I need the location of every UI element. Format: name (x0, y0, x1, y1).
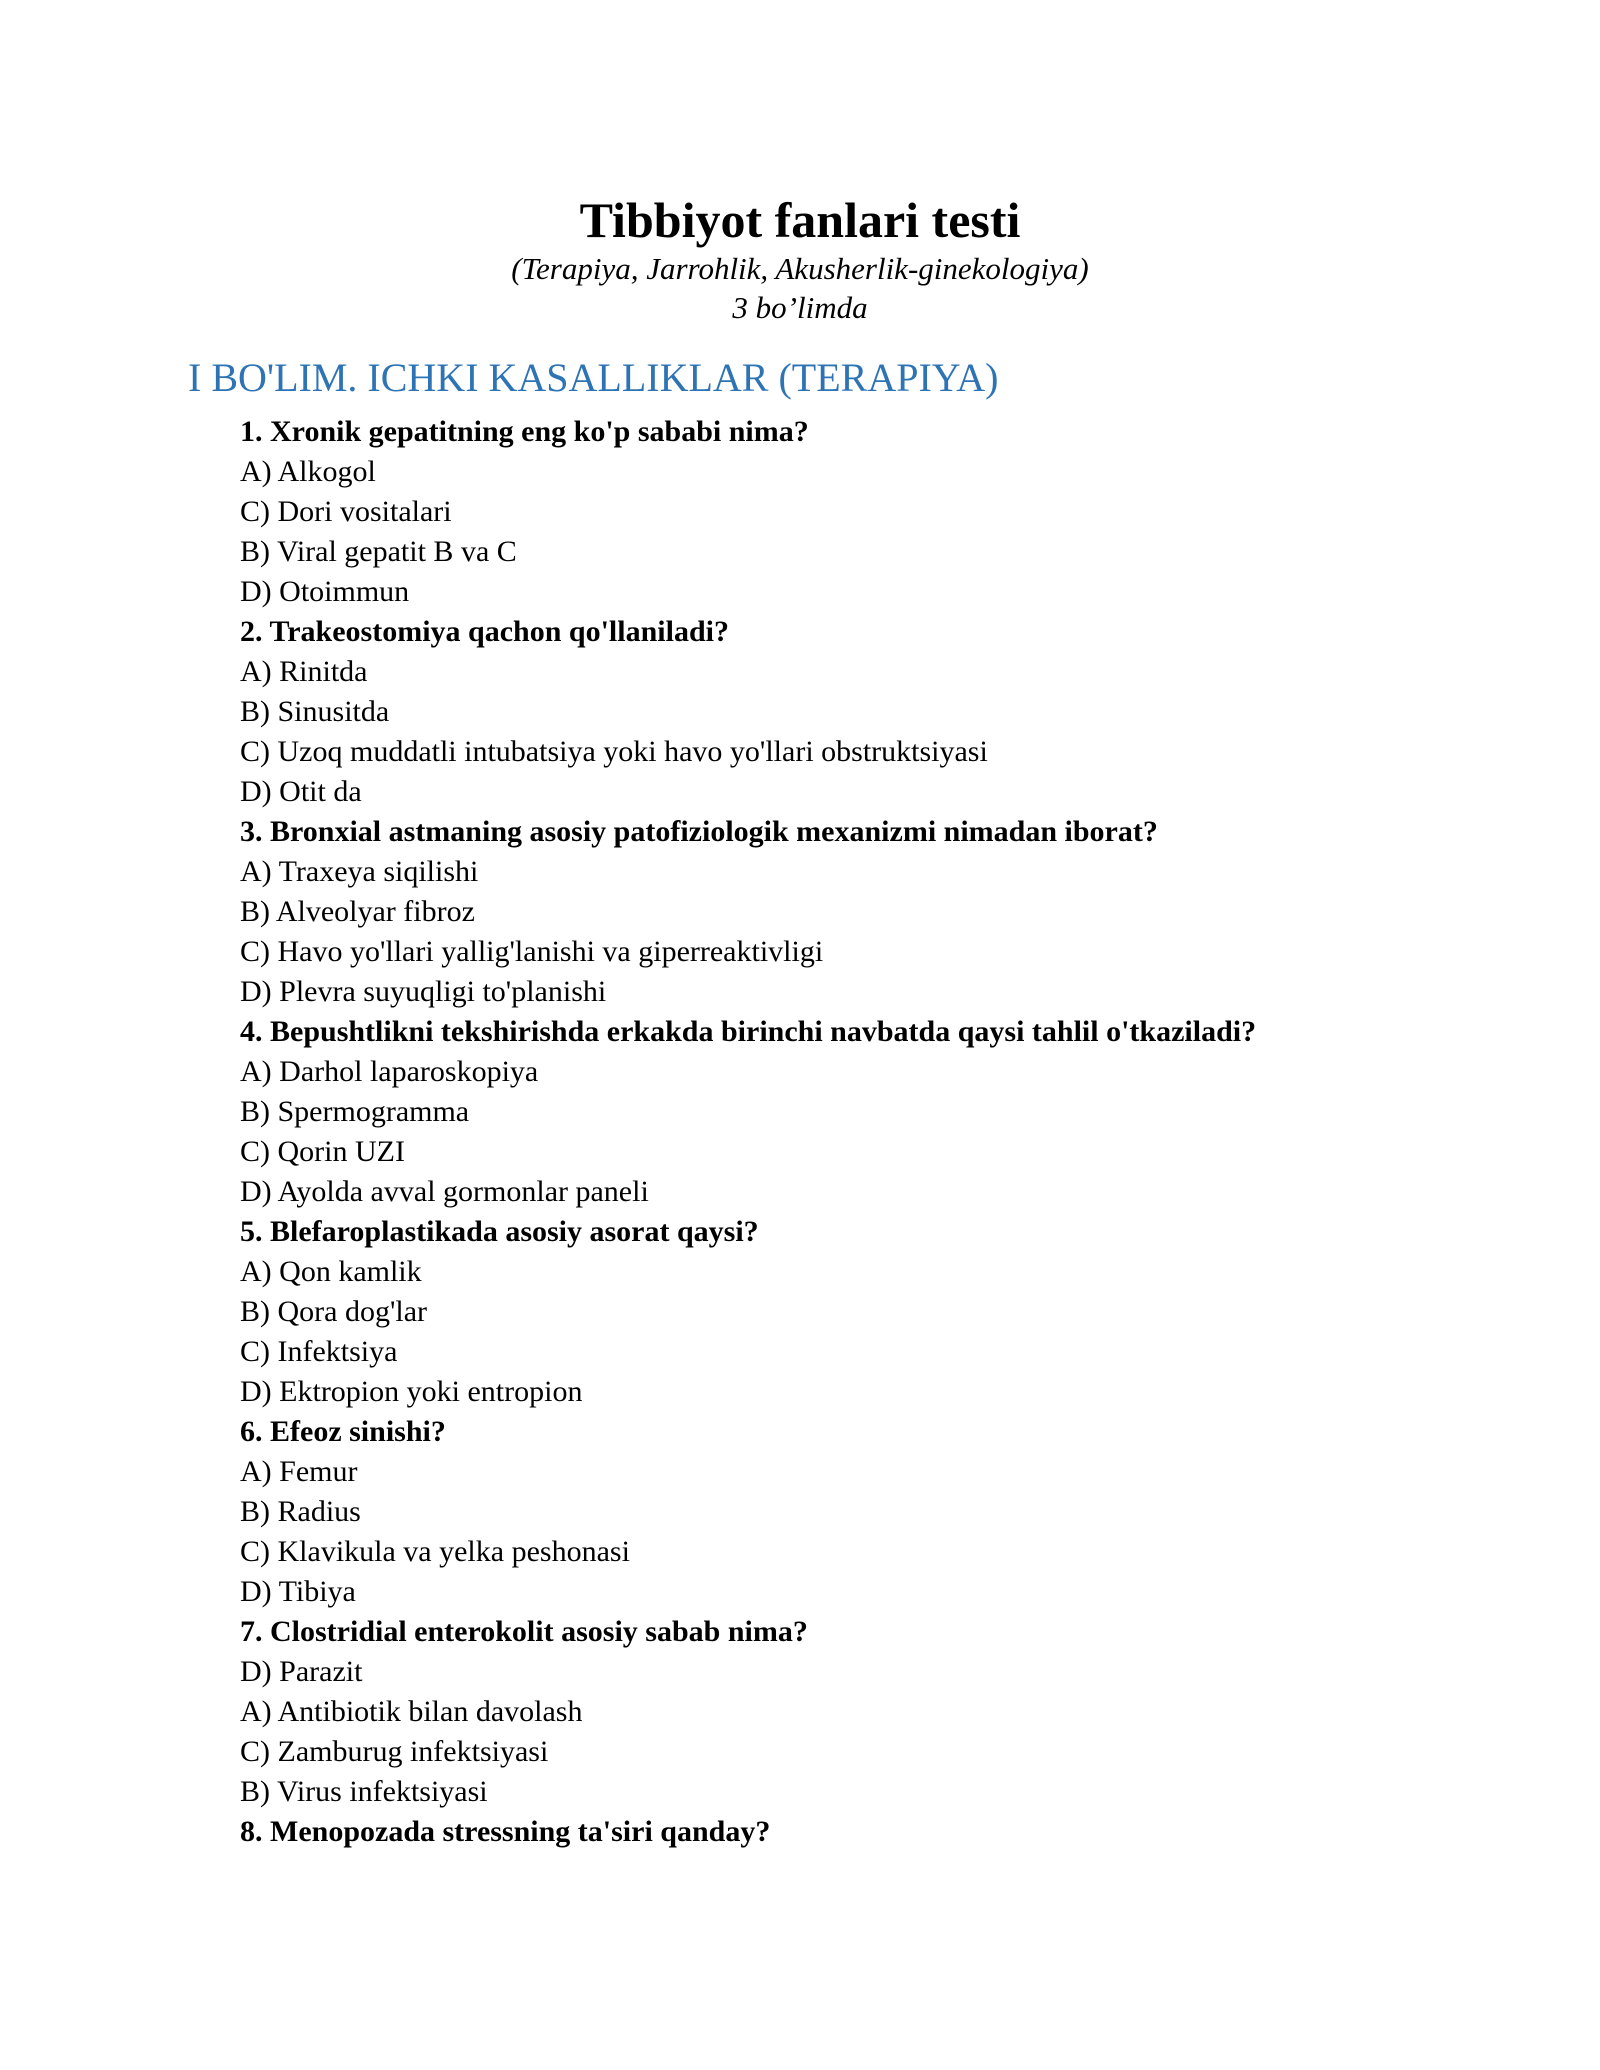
question-block (240, 412, 1440, 612)
answer-option: A) Qon kamlik (240, 1255, 422, 1288)
answer-option: C) Klavikula va yelka peshonasi (240, 1535, 630, 1568)
answer-option: A) Darhol laparoskopiya (240, 1055, 539, 1088)
question-block (240, 1012, 1440, 1212)
question-text: 2. Trakeostomiya qachon qo'llaniladi? (240, 615, 729, 648)
question-text: 5. Blefaroplastikada asosiy asorat qaysi? (240, 1215, 759, 1248)
question-text: 3. Bronxial astmaning asosiy patofiziologik mexanizmi nimadan iborat? (240, 815, 1158, 848)
question-text: 7. Clostridial enterokolit asosiy sabab nima? (240, 1615, 808, 1648)
question-block (240, 1812, 1440, 1852)
answer-option: B) Spermogramma (240, 1095, 470, 1128)
answer-option: C) Infektsiya (240, 1335, 398, 1368)
answer-option: A) Rinitda (240, 655, 368, 688)
answer-option: B) Sinusitda (240, 695, 390, 728)
answer-option: C) Havo yo'llari yallig'lanishi va giperreaktivligi (240, 935, 824, 968)
question-text: 8. Menopozada stressning ta'siri qanday? (240, 1815, 771, 1848)
document-subtitle: (Terapiya, Jarrohlik, Akusherlik-ginekologiya) (511, 251, 1089, 286)
answer-option: C) Uzoq muddatli intubatsiya yoki havo yo'llari obstruktsiyasi (240, 735, 988, 768)
answer-option: D) Tibiya (240, 1575, 356, 1608)
answer-option: D) Ayolda avval gormonlar paneli (240, 1175, 649, 1208)
answer-option: B) Virus infektsiyasi (240, 1775, 488, 1808)
answer-option: B) Radius (240, 1495, 361, 1528)
answer-option: A) Traxeya siqilishi (240, 855, 479, 888)
answer-option: B) Qora dog'lar (240, 1295, 428, 1328)
answer-option: D) Ektropion yoki entropion (240, 1375, 583, 1408)
question-text: 1. Xronik gepatitning eng ko'p sababi nima? (240, 415, 809, 448)
question-block (240, 612, 1440, 812)
answer-option: B) Alveolyar fibroz (240, 895, 475, 928)
question-block (240, 1612, 1440, 1812)
question-block (240, 812, 1440, 1012)
answer-option: B) Viral gepatit B va C (240, 535, 517, 568)
answer-option: D) Plevra suyuqligi to'planishi (240, 975, 607, 1008)
answer-option: D) Parazit (240, 1655, 363, 1688)
question-list (240, 412, 1440, 1852)
question-block (240, 1212, 1440, 1412)
question-text: 6. Efeoz sinishi? (240, 1415, 446, 1448)
answer-option: C) Zamburug infektsiyasi (240, 1735, 549, 1768)
answer-option: A) Antibiotik bilan davolash (240, 1695, 583, 1728)
answer-option: C) Dori vositalari (240, 495, 452, 528)
question-text: 4. Bepushtlikni tekshirishda erkakda birinchi navbatda qaysi tahlil o'tkaziladi? (240, 1015, 1257, 1048)
section-heading: I BO'LIM. ICHKI KASALLIKLAR (TERAPIYA) (188, 355, 999, 400)
answer-option: D) Otit da (240, 775, 362, 808)
answer-option: A) Femur (240, 1455, 358, 1488)
question-block (240, 1412, 1440, 1612)
answer-option: D) Otoimmun (240, 575, 410, 608)
answer-option: C) Qorin UZI (240, 1135, 405, 1168)
document-subtitle-parts: 3 bo’limda (732, 290, 868, 325)
answer-option: A) Alkogol (240, 455, 376, 488)
document-title: Tibbiyot fanlari testi (579, 192, 1021, 248)
